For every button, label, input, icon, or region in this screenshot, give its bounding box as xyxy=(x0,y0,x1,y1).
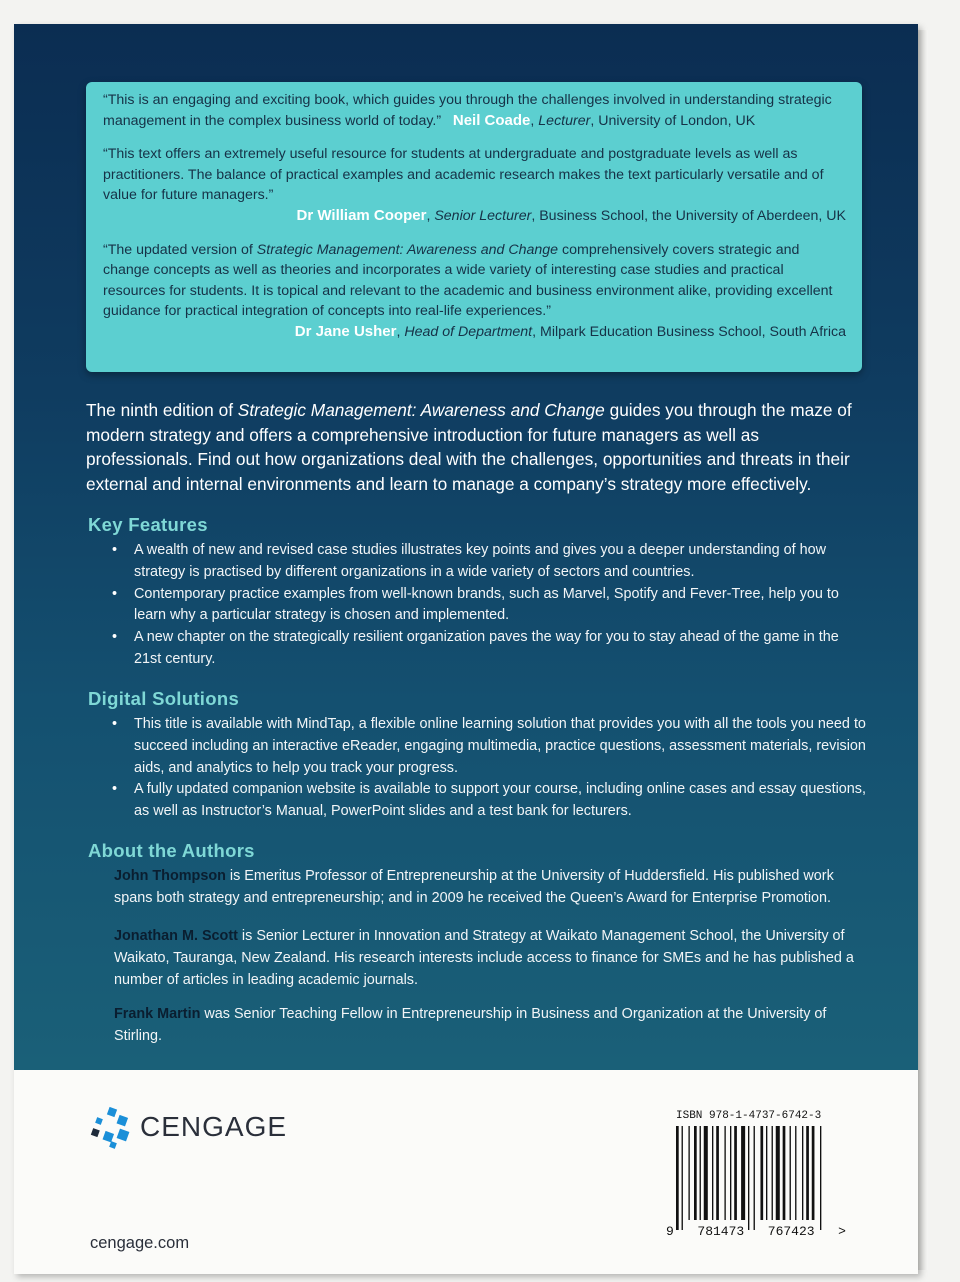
key-features-list xyxy=(108,540,868,671)
key-features-heading: Key Features xyxy=(88,514,208,535)
digital-solutions-list xyxy=(108,714,868,823)
list-item: • A wealth of new and revised case studies illustrates key points and gives you a deeper understanding of how strategy is practised by different organizations in a wide variety of sectors and countries. xyxy=(108,540,868,584)
quote-text: comprehensively covers strategic and change concepts as well as theories and incorporates a wide variety of interesting case studies and practical resources for students. It is topical and relevant to the academic and business environment alike, providing excellent guidance for practical integration of concepts into real-life experiences.” xyxy=(103,241,833,320)
author-name: John Thompson xyxy=(114,868,226,884)
quote-author-name: Dr Jane Usher xyxy=(294,322,397,340)
intro-text: The ninth edition of xyxy=(86,400,238,420)
author-bio xyxy=(114,1004,864,1048)
cengage-logo xyxy=(88,1104,287,1150)
publisher-website: cengage.com xyxy=(90,1234,190,1252)
quote-text: “The updated version of xyxy=(103,241,257,258)
quote-author-role: Lecturer xyxy=(538,112,591,129)
cengage-logo-icon xyxy=(88,1104,134,1150)
barcode-digit-group: 9 xyxy=(666,1224,674,1239)
quote-author-affiliation: University of London, UK xyxy=(598,112,756,129)
intro-book-title: Strategic Management: Awareness and Change xyxy=(237,400,605,420)
quote-text: “This text offers an extremely useful resource for students at undergraduate and postgraduate levels as well as practitioners. The balance of practical examples and academic research makes the text particularly versatile and of value for future managers.” xyxy=(103,146,824,204)
quote-author-role: Senior Lecturer xyxy=(434,207,532,224)
quote-author-affiliation: Business School, the University of Aberdeen, UK xyxy=(539,207,846,224)
review-quotes-box xyxy=(86,82,862,372)
review-quote: “This is an engaging and exciting book, which guides you through the challenges involved in understanding strategic management in the complex business world of today.” Neil Coade, Lecturer, University of London, UK xyxy=(103,92,832,129)
about-authors-heading: About the Authors xyxy=(88,840,255,861)
author-bio-text: was Senior Teaching Fellow in Entrepreneurship in Business and Organization at the University of Stirling. xyxy=(114,1006,827,1044)
review-quote xyxy=(103,240,846,343)
book-back-cover xyxy=(14,24,918,1274)
author-bio-text: is Emeritus Professor of Entrepreneurship at the University of Huddersfield. His published work spans both strategy and entrepreneurship; and in 2009 he received the Queen’s Award for Enterprise Promotion. xyxy=(114,868,834,906)
quote-book-title: Strategic Management: Awareness and Change xyxy=(256,241,559,258)
quote-author-name: Dr William Cooper xyxy=(296,206,427,224)
quote-attribution: Dr William Cooper, Senior Lecturer, Business School, the University of Aberdeen, UK xyxy=(296,206,846,224)
digital-solutions-heading: Digital Solutions xyxy=(88,688,240,709)
list-item: • A fully updated companion website is available to support your course, including online cases and essay questions, as well as Instructor’s Manual, PowerPoint slides and a test bank for lecturers. xyxy=(108,779,868,823)
author-bio xyxy=(114,866,864,910)
author-bio xyxy=(114,926,864,991)
cengage-logo-text: CENGAGE xyxy=(140,1111,288,1142)
quote-author-affiliation: Milpark Education Business School, South Africa xyxy=(540,323,846,340)
barcode-digit-group: 767423 xyxy=(767,1224,815,1239)
cover-background xyxy=(14,24,918,1070)
barcode-digit-group: 781473 xyxy=(697,1224,745,1239)
author-bio-text: is Senior Lecturer in Innovation and Strategy at Waikato Management School, the University of Waikato, Tauranga, New Zealand. His research interests include access to finance for SMEs and he has published a number of articles in leading academic journals. xyxy=(114,928,854,988)
list-item: • Contemporary practice examples from well-known brands, such as Marvel, Spotify and Fever-Tree, help you to learn why a particular strategy is chosen and implemented. xyxy=(108,584,868,628)
intro-text: guides you through the maze of modern strategy and offers a comprehensive introduction for future managers as well as professionals. Find out how organizations deal with the challenges, opportunities and threats in their external and internal environments and learn to manage a company’s strategy more effectively. xyxy=(86,400,852,494)
publisher-footer xyxy=(14,1070,918,1274)
author-name: Frank Martin xyxy=(114,1006,201,1022)
review-quote xyxy=(103,144,846,226)
quote-text: “This is an engaging and exciting book, which guides you through the challenges involved in understanding strategic management in the complex business world of today.” xyxy=(103,92,832,129)
intro-paragraph xyxy=(86,398,866,496)
quote-author-name: Neil Coade xyxy=(452,111,531,129)
book-page-edge xyxy=(918,30,928,1270)
barcode-digit-group: > xyxy=(838,1224,846,1239)
barcode-icon xyxy=(668,1126,838,1238)
quote-attribution: Dr Jane Usher, Head of Department, Milpark Education Business School, South Africa xyxy=(294,322,846,340)
barcode-digits xyxy=(666,1224,846,1239)
list-item: • A new chapter on the strategically resilient organization paves the way for you to stay ahead of the game in the 21st century. xyxy=(108,627,868,671)
list-item: • This title is available with MindTap, a flexible online learning solution that provides you with all the tools you need to succeed including an interactive eReader, engaging multimedia, practice questions, assessment materials, revision aids, and analytics to help you track your progress. xyxy=(108,714,868,779)
isbn-label: ISBN 978-1-4737-6742-3 xyxy=(676,1110,822,1122)
author-name: Jonathan M. Scott xyxy=(114,928,238,944)
quote-author-role: Head of Department xyxy=(404,323,533,340)
